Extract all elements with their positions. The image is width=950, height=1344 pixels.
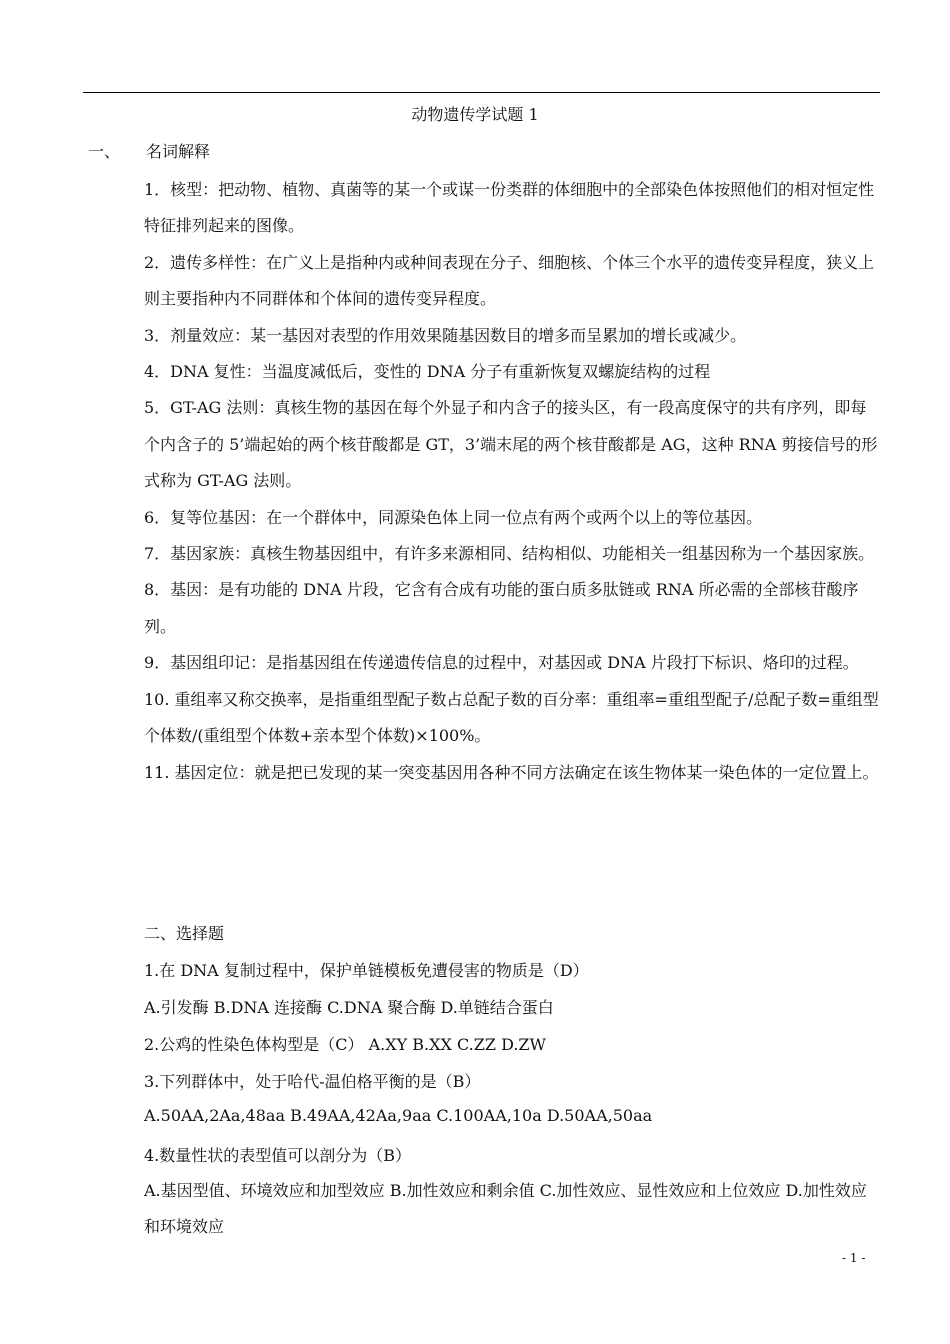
question-3: 3.下列群体中，处于哈代-温伯格平衡的是（B） — [144, 1072, 481, 1091]
question-4-options: A.基因型值、环境效应和加型效应 B.加性效应和剩余值 C.加性效应、显性效应和上位效应 D.加性效应和环境效应 — [144, 1181, 867, 1236]
definition-item: 8．基因：是有功能的 DNA 片段，它含有合成有功能的蛋白质多肽链或 RNA 所必需的全部核苷酸序列。 — [144, 580, 859, 636]
definition-item: 1．核型：把动物、植物、真菌等的某一个或谋一份类群的体细胞中的全部染色体按照他们的相对恒定性特征排列起来的图像。 — [144, 180, 875, 236]
definition-item: 5．GT-AG 法则：真核生物的基因在每个外显子和内含子的接头区，有一段高度保守的共有序列，即每个内含子的 5’端起始的两个核苷酸都是 GT，3’端末尾的两个核苷酸都是 AG，这种 RNA 剪接信号的形式称为 GT-AG 法则。 — [144, 398, 878, 491]
section-number: 一、 — [88, 142, 121, 161]
definition-item: 2．遗传多样性：在广义上是指种内或种间表现在分子、细胞核、个体三个水平的遗传变异程度，狭义上则主要指种内不同群体和个体间的遗传变异程度。 — [144, 252, 875, 309]
header-rule — [83, 92, 880, 93]
section-heading-2: 二、选择题 — [144, 924, 225, 943]
question-1: 1.在 DNA 复制过程中，保护单链模板免遭侵害的物质是（D） — [144, 961, 589, 980]
page-number: - 1 - — [842, 1251, 866, 1265]
question-3-options: A.50AA,2Aa,48aa B.49AA,42Aa,9aa C.100AA,10a D.50AA,50aa — [144, 1106, 653, 1125]
definition-item: 10. 重组率又称交换率，是指重组型配子数占总配子数的百分率：重组率=重组型配子/总配子数=重组型个体数/(重组型个体数+亲本型个体数)×100%。 — [144, 689, 879, 746]
definitions-list — [144, 172, 880, 791]
definition-item: 11. 基因定位：就是把已发现的某一突变基因用各种不同方法确定在该生物体某一染色体的一定位置上。 — [144, 762, 879, 782]
document-title: 动物遗传学试题 1 — [411, 105, 539, 124]
definition-item: 7．基因家族：真核生物基因组中，有许多来源相同、结构相似、功能相关一组基因称为一个基因家族。 — [144, 544, 875, 564]
section-heading-1 — [88, 139, 210, 162]
definition-item: 3．剂量效应：某一基因对表型的作用效果随基因数目的增多而呈累加的增长或减少。 — [144, 325, 747, 345]
question-1-options: A.引发酶 B.DNA 连接酶 C.DNA 聚合酶 D.单链结合蛋白 — [144, 998, 554, 1017]
definition-item: 4．DNA 复性：当温度减低后，变性的 DNA 分子有重新恢复双螺旋结构的过程 — [144, 362, 711, 382]
question-4: 4.数量性状的表型值可以剖分为（B） — [144, 1146, 412, 1165]
definition-item: 6．复等位基因：在一个群体中，同源染色体上同一位点有两个或两个以上的等位基因。 — [144, 507, 763, 527]
section-title: 名词解释 — [146, 142, 211, 161]
definition-item: 9．基因组印记：是指基因组在传递遗传信息的过程中，对基因或 DNA 片段打下标识、烙印的过程。 — [144, 653, 859, 673]
question-2: 2.公鸡的性染色体构型是（C） A.XY B.XX C.ZZ D.ZW — [144, 1035, 546, 1054]
